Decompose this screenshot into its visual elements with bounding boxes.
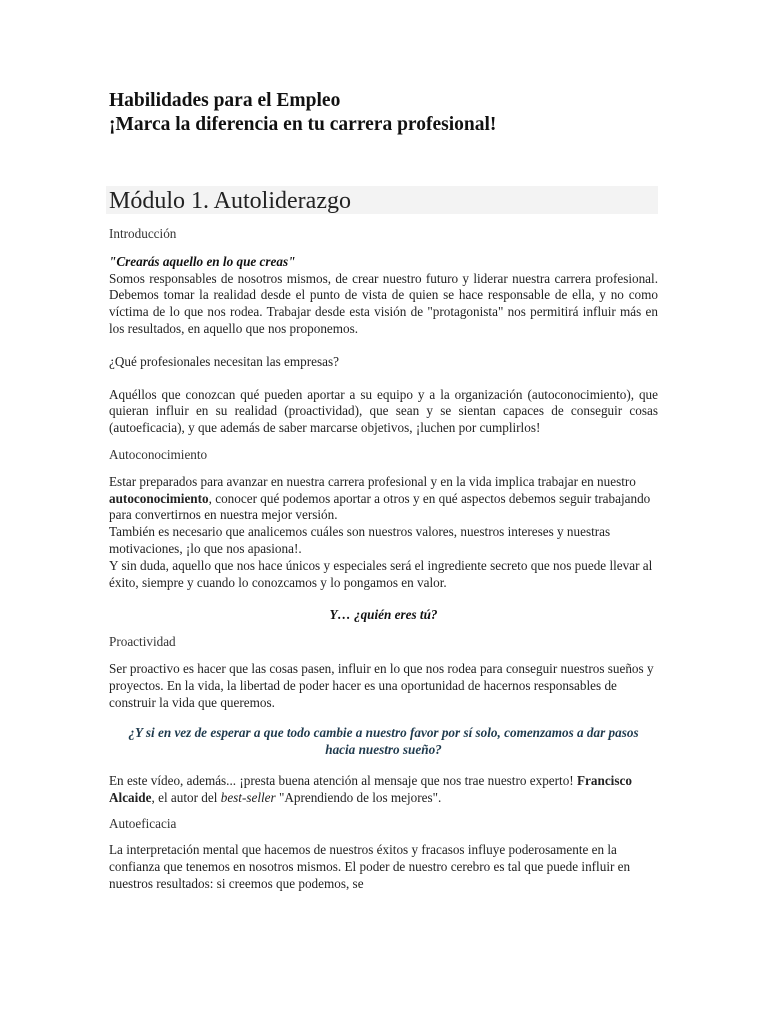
section-label-autoeficacia: Autoeficacia — [109, 815, 177, 831]
document-subtitle: ¡Marca la diferencia en tu carrera profesional! — [109, 114, 497, 135]
document-title: Habilidades para el Empleo — [109, 90, 341, 111]
proactividad-paragraph: Ser proactivo es hacer que las cosas pasen, influir en lo que nos rodea para conseguir nuestros sueños y proyectos. En la vida, la libertad de poder hacer es una oportunidad de hacernos responsables de construir la vida que queremos. — [109, 660, 654, 710]
intro-quote: "Crearás aquello en lo que creas" — [109, 253, 296, 269]
document-header — [109, 89, 669, 137]
autoconocimiento-bold: autoconocimiento — [109, 490, 209, 506]
best-seller-term: best-seller — [220, 789, 276, 805]
document-body — [109, 226, 658, 893]
section-label-proactividad: Proactividad — [109, 634, 176, 650]
question-text: ¿Qué profesionales necesitan las empresas? — [109, 353, 339, 369]
autoconocimiento-paragraph-1: Estar preparados para avanzar en nuestra carrera profesional y en la vida implica trabajar en nuestro autoconocimiento, conocer qué podemos aportar a otros y en qué aspectos debemos seguir trabajando para convertirnos en nuestra mejor versión. — [109, 473, 651, 523]
autoeficacia-paragraph: La interpretación mental que hacemos de nuestros éxitos y fracasos influye poderosamente en la confianza que tenemos en nosotros mismos. El poder de nuestro cerebro es tal que puede influir en nuestros resultados: si creemos que podemos, se — [109, 842, 631, 891]
video-paragraph: En este vídeo, además... ¡presta buena atención al mensaje que nos trae nuestro experto! Francisco Alcaide, el autor del best-seller "Aprendiendo de los mejores". — [109, 772, 632, 805]
question-answer: Aquéllos que conozcan qué pueden aportar a su equipo y a la organización (autoconocimiento), que quieran influir en su realidad (proactividad), que sean y se sientan capaces de conseguir cosas (autoeficacia), y que además de saber marcarse objetivos, ¡luchen por cumplirlos! — [109, 386, 658, 436]
intro-paragraph: Somos responsables de nosotros mismos, de crear nuestro futuro y liderar nuestra carrera profesional. Debemos tomar la realidad desde el punto de vista de quien se hace responsable de ella, y no como víctima de lo que nos rodea. Trabajar desde esta visión de "protagonista" nos permitirá influir más en los resultados, en aquello que nos proponemos. — [109, 270, 658, 336]
module-heading: Módulo 1. Autoliderazgo — [106, 186, 658, 214]
section-label-introduccion: Introducción — [109, 226, 177, 241]
proactividad-callout: ¿Y si en vez de esperar a que todo cambie a nuestro favor por sí solo, comenzamos a dar pasos hacia nuestro sueño? — [128, 725, 639, 758]
autoconocimiento-paragraph-2: También es necesario que analicemos cuáles son nuestros valores, nuestros intereses y nuestras motivaciones, ¡lo que nos apasiona!. — [109, 524, 611, 556]
autoconocimiento-paragraph-3: Y sin duda, aquello que nos hace únicos y especiales será el ingrediente secreto que nos puede llevar al éxito, siempre y cuando lo conozcamos y lo pongamos en valor. — [109, 557, 653, 590]
expert-name: Francisco Alcaide — [109, 772, 632, 805]
section-label-autoconocimiento: Autoconocimiento — [109, 446, 208, 462]
autoconocimiento-callout: Y… ¿quién eres tú? — [329, 607, 438, 623]
